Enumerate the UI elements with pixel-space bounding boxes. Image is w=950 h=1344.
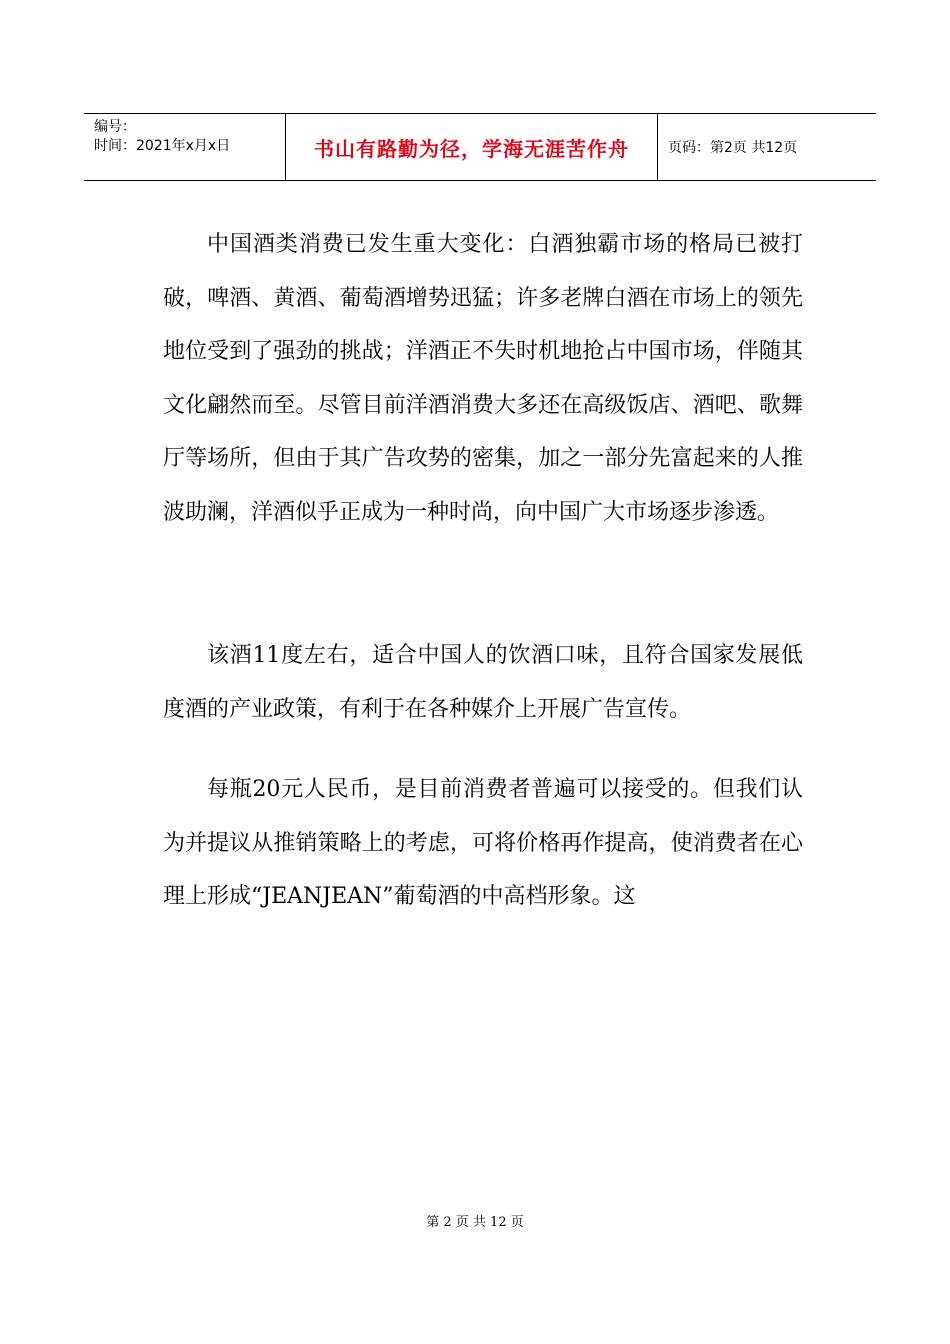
page-footer <box>0 1211 950 1230</box>
header-page-cell <box>658 114 876 180</box>
paragraph-pricing: 每瓶20元人民币，是目前消费者普遍可以接受的。但我们认为并提议从推销策略上的考虑，可将价格再作提高，使消费者在心理上形成“JEANJEAN”葡萄酒的中高档形象。这 <box>163 777 803 909</box>
header-meta-cell <box>84 114 286 180</box>
document-header <box>84 113 876 181</box>
document-date-label: 时间：2021年x月x日 <box>94 138 231 154</box>
paragraph-market-change: 中国酒类消费已发生重大变化：白酒独霸市场的格局已被打破，啤酒、黄酒、葡萄酒增势迅猛；许多老牌白酒在市场上的领先地位受到了强劲的挑战；洋酒正不失时机地抢占中国市场，伴随其文化翩然而至。尽管目前洋酒消费大多还在高级饭店、酒吧、歌舞厅等场所，但由于其广告攻势的密集，加之一部分先富起来的人推波助澜，洋酒似乎正成为一种时尚，向中国广大市场逐步渗透。 <box>163 232 803 525</box>
header-motto-cell <box>286 114 658 180</box>
paragraph-alcohol-content: 该酒11度左右，适合中国人的饮酒口味，且符合国家发展低度酒的产业政策，有利于在各种媒介上开展广告宣传。 <box>163 643 803 722</box>
document-body <box>163 218 803 924</box>
footer-page-number: 第 2 页 共 12 页 <box>426 1215 524 1230</box>
document-number-label: 编号： <box>94 119 136 135</box>
header-page-code: 页码：第2页 共12页 <box>668 140 798 156</box>
header-motto: 书山有路勤为径，学海无涯苦作舟 <box>314 136 629 161</box>
